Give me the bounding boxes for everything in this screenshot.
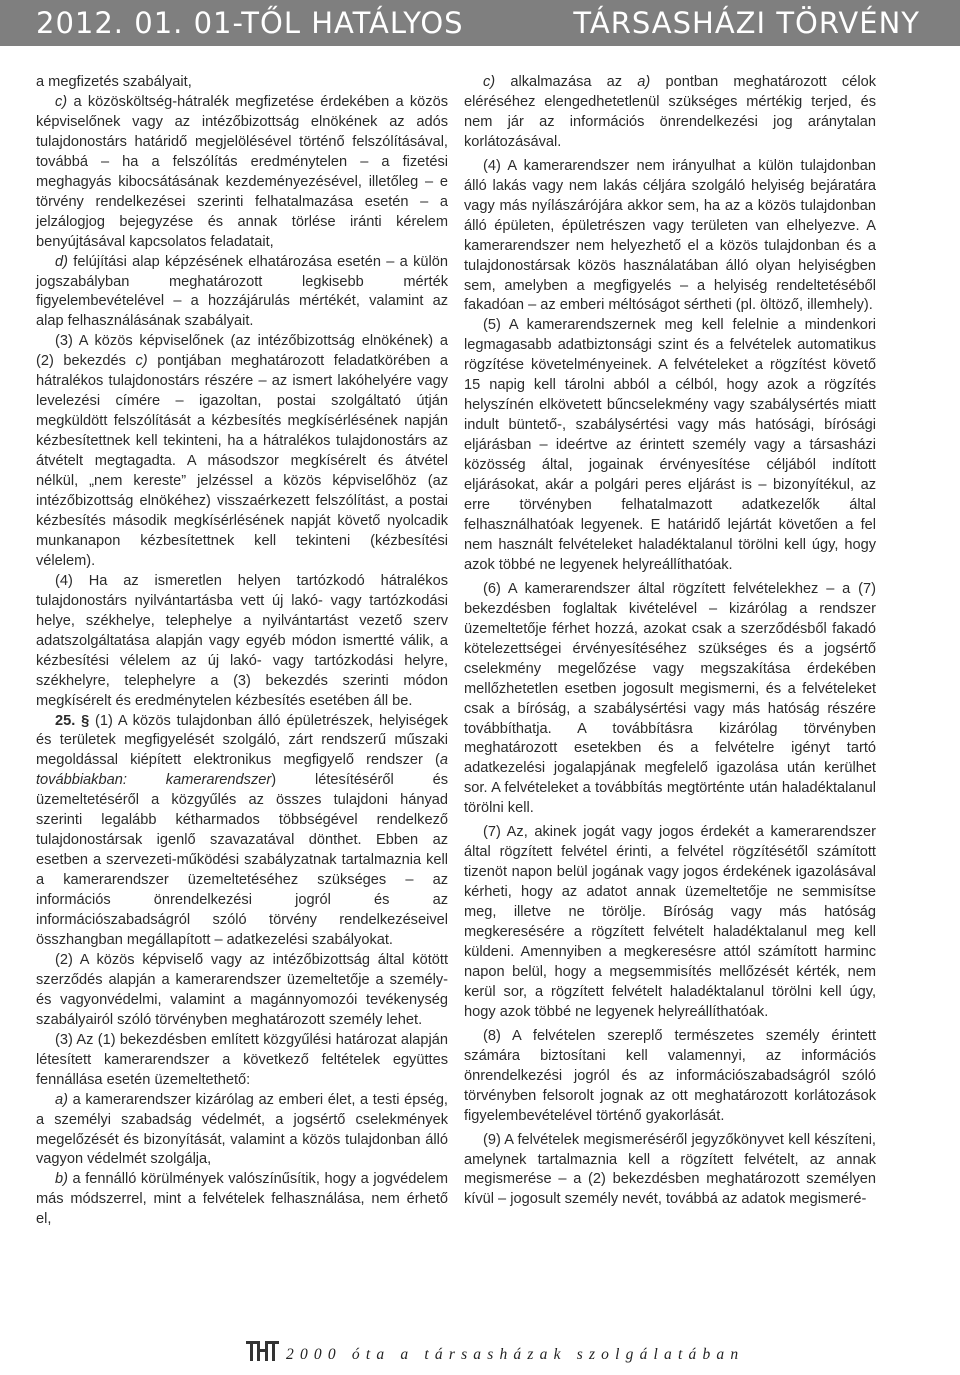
page-header <box>0 0 960 46</box>
paragraph: (7) Az, akinek jogát vagy jogos érdekét a kamerarendszer által rögzített felvétel érinti, a felvétel rögzítésétől számított tizenöt napon belül jogának vagy jogos érdekének igazolásával kérheti, hogy az adatot annak üzemeltetője ne semmisítse meg, illetve ne törölje. Bíróság vagy más hatóság megkeresésére a rögzített felvételt haladéktalanul meg kell küldeni. Amennyiben a megkeresésre attól számított harminc napon belül, hogy a megsemmisítés mellőzését kérték, nem kerül sor, a rögzített felvételt haladéktalanul törölni kell úgy, hogy azok többé ne legyenek helyreállíthatóak. <box>464 824 876 1020</box>
paragraph: a megfizetés szabályait, <box>36 74 192 90</box>
footer-tagline: 2000 óta a társasházak szolgálatában <box>286 1346 745 1363</box>
left-column <box>36 73 448 1230</box>
right-column <box>464 73 876 1210</box>
paragraph: (4) Ha az ismeretlen helyen tartózkodó hátralékos tulajdonostárs nyilvántartásba vett új lakó- vagy tartózkodási helye, székhelye, telephelye a nyilvántartást vezető szerv adatszolgáltatása alapján vagy egyéb módon ismertté válik, a kézbesítési vélelem az új lakó- vagy tartózkodási helyre, székhelyre, telephelyre a (3) bekezdés szerinti módon megkísérelt és eredménytelen kézbesítés esetében áll be. <box>36 572 448 709</box>
header-title: TÁRSASHÁZI TÖRVÉNY <box>573 6 920 40</box>
section-25-paragraph: 25. § (1) A közös tulajdonban álló épületrészek, helyiségek és területek megfigyelését szolgáló, zárt rendszerű műszaki megoldással kiépített elektronikus megfigyelő rendszer (a továbbiakban: kamerarendszer) létesítéséről és üzemeltetéséről a közgyűlés az összes tulajdoni hányad szerinti legalább kétharmados többségével rendelkező tulajdonostársak igenlő szavazatával dönthet. Ebben az esetben a szervezeti-működési szabályzatnak tartalmaznia kell a kamerarendszer üzemeltetéséhez szükséges – az információs önrendelkezési jogról és az információszabadságról szóló törvény rendelkezéseivel összhangban megállapított – adatkezelési szabályokat. <box>36 712 448 948</box>
paragraph: (9) A felvételek megismeréséről jegyzőkönyvet kell készíteni, amelynek tartalmaznia kell a rögzített felvételt, az annak megismerése – a (2) bekezdésben meghatározott személyen kívül – jogosult személy nevét, továbbá az adatok megismeré- <box>464 1131 876 1208</box>
paragraph: (6) A kamerarendszer által rögzített felvételekhez – a (7) bekezdésben foglaltak kivételével – kizárólag a rendszer üzemeltetője férhet hozzá, azokat csak a szerződésből fakadó kötelezettségei érvényesítéséhez szükséges és a jogsértő cselekmény megelőzése vagy megszakítása érdekében mellőzhetetlen esetben jogosult megismerni, és a felvételeket csak a bíróság, a szabálysértési vagy más hatóság részére továbbíthatja. A továbbításra kizárólag törvényben meghatározott esetekben és a felvételre igényt tartó adatkezelési jogalapjának megfelelő igazolása után kerülhet sor. A felvételeket a továbbítás megtörténte után haladéktalanul törölni kell. <box>464 580 876 817</box>
paragraph: (4) A kamerarendszer nem irányulhat a külön tulajdonban álló lakás vagy nem lakás céljára szolgáló helyiség bejáratára vagy más nyílászárójára akkor sem, ha az a közös tulajdonban álló épületen, épületrészen vagy területen van elhelyezve. A kamerarendszer nem helyezhető el a közös tulajdonban és a tulajdonostársak közös használatában álló olyan helyiségben sem, amelyben a megfigyelés – a helyiség rendeltetéséből fakadóan – az emberi méltóságot sértheti (pl. öltöző, illemhely). <box>464 157 876 314</box>
paragraph: (8) A felvételen szereplő természetes személy érintett számára biztosítani kell valamennyi, az információs önrendelkezési jogról és az információszabadságról szóló törvényben felsorolt jognak az ott meghatározott korlátozások figyelembevételével történő gyakorlását. <box>464 1027 876 1124</box>
section-number: 25. § <box>55 712 90 729</box>
paragraph: (5) A kamerarendszernek meg kell felelnie a mindenkori legmagasabb adatbiztonsági szint és a felvételek automatikus rögzítése követelményeinek. A felvételeket a rögzítést követő 15 napig kell tárolni abból a célból, hogy azok a rögzítés helyszínén elkövetett bűncselekmény vagy szabálysértés miatt indult büntető-, szabálysértési vagy más hatósági, bírósági eljárásban – ideértve az érintett személy vagy a társasházi közösség által, jogainak érvényesítése céljából indított eljárásokat, akár a polgári peres eljárást is – bizonyítékul, az erre törvényben felhatalmazott adatkezelők által felhasználhatóak legyenek. E határidő lejártát követően a fel nem használt felvételeket haladéktalanul törölni kell úgy, hogy azok többé ne legyenek helyreállíthatóak. <box>464 317 876 573</box>
paragraph: c) alkalmazása az a) pontban meghatározott célok eléréséhez elengedhetetlenül szükséges mértékig terjed, és nem jár az információs önrendelkezési jog aránytalan korlátozásával. <box>464 74 876 150</box>
paragraph: (3) A közös képviselőnek (az intézőbizottság elnökének) a (2) bekezdés c) pontjában meghatározott feladatkörében a hátralékos tulajdonostárs részére – az ismert lakóhelyére vagy levelezési címére – igazoltan, postai szolgáltató útján megküldött felszólítását a kézbesítés megkísérlésének napján kézbesítettnek kell tekinteni, ha a hátralékos tulajdonostárs az átvételt megtagadta. A másodszor megkísérelt és átvétel nélkül, „nem kereste” jelzéssel a közös képviselőhöz (az intézőbizottság elnökéhez) visszaérkezett felszólítást, a postai kézbesítés második megkísérlésének napját követő nyolcadik munkanapon kézbesítettnek kell tekinteni (kézbesítési vélelem). <box>36 333 449 569</box>
page-footer <box>0 1336 960 1368</box>
paragraph: b) a fennálló körülmények valószínűsítik, hogy a jogvédelem más módszerrel, mint a felvételek felhasználása, nem érhető el, <box>36 1171 448 1228</box>
paragraph: c) a közösköltség-hátralék megfizetése érdekében a közös képviselőnek vagy az intézőbizottság elnökének az adós tulajdonostárs határidő megjelölésével történő felszólításával, továbbá – ha a felszólítás eredménytelen – a fizetési meghagyás kibocsátásának kezdeményezésével, illetőleg – e törvény rendelkezései szerinti felhatalmazása esetén – a jelzálogjog bejegyzése és annak törlése iránti kérelem benyújtásával kapcsolatos feladatait, <box>36 93 448 250</box>
paragraph: (3) Az (1) bekezdésben említett közgyűlési határozat alapján létesített kamerarendszer a következő feltételek együttes fennállása esetén üzemeltethető: <box>36 1031 448 1088</box>
header-effective-date: 2012. 01. 01-TŐL HATÁLYOS <box>36 6 464 40</box>
paragraph: (2) A közös képviselő vagy az intézőbizottság által kötött szerződés alapján a kamerarendszer üzemeltetője a személy- és vagyonvédelmi, valamint a magánnyomozói tevékenység szabályairól szóló törvényben meghatározott személy lehet. <box>36 951 448 1028</box>
tht-logo <box>246 1338 280 1364</box>
paragraph: d) felújítási alap képzésének elhatározása esetén – a külön jogszabályban meghatározott legkisebb mérték figyelembevételével – a hozzájárulás mértékét, valamint az alap felhasználásának szabályait. <box>36 253 448 330</box>
paragraph: a) a kamerarendszer kizárólag az emberi élet, a testi épség, a személyi szabadság védelmét, a jogsértő cselekmények megelőzését és bizonyítását, valamint a közös tulajdonban álló vagyon védelmét szolgálja, <box>36 1091 448 1168</box>
